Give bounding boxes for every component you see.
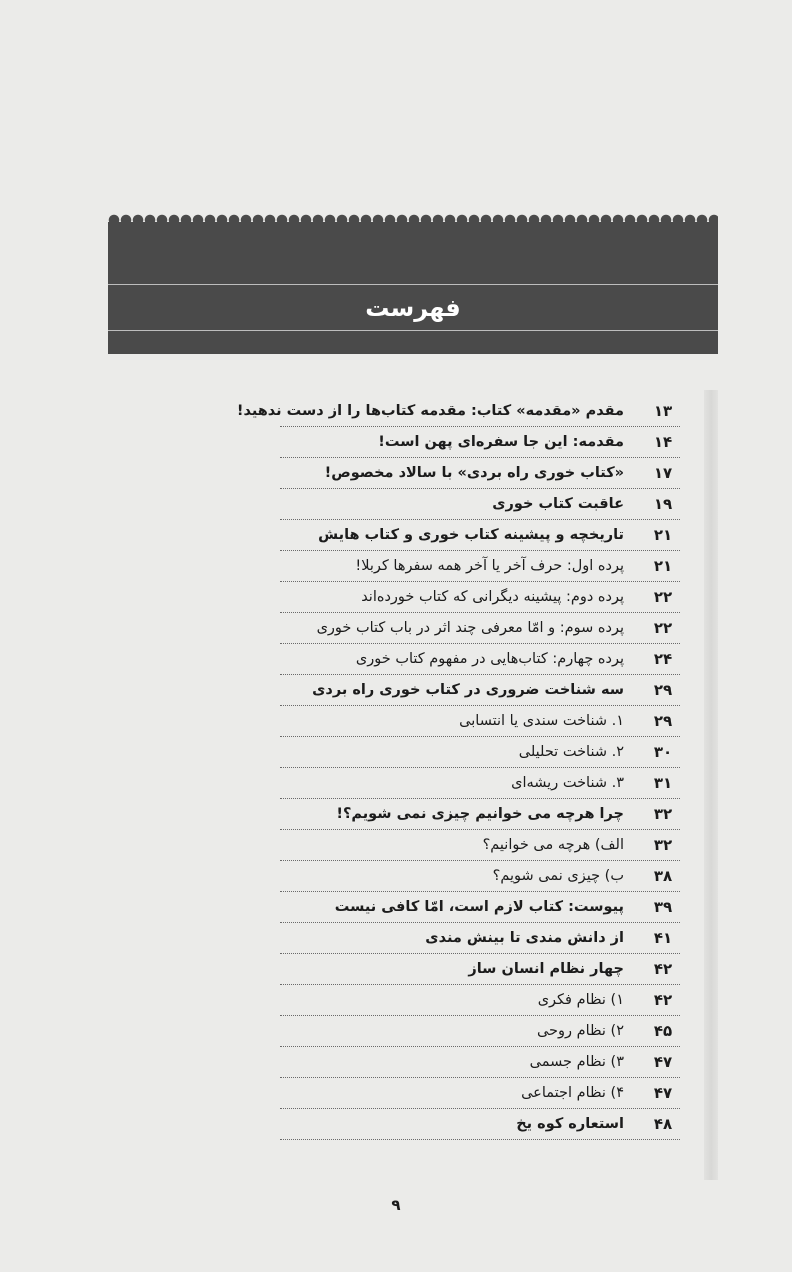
toc-entry[interactable] bbox=[280, 675, 680, 706]
toc-entry[interactable] bbox=[280, 1016, 680, 1047]
toc-entry-title: چرا هرچه می خوانیم چیزی نمی شویم؟! bbox=[336, 806, 624, 822]
toc-entry-title: ۳) نظام جسمی bbox=[529, 1054, 624, 1070]
toc-entry[interactable] bbox=[280, 768, 680, 799]
toc-entry[interactable] bbox=[236, 396, 680, 427]
toc-entry-page-number: ۱۴ bbox=[653, 433, 673, 451]
toc-entry-page-number: ۲۱ bbox=[653, 557, 673, 575]
toc-entry-page-number: ۳۹ bbox=[653, 898, 673, 916]
toc-entry-page-number: ۲۹ bbox=[653, 681, 673, 699]
toc-entry[interactable] bbox=[280, 551, 680, 582]
toc-entry-title: پرده چهارم: کتاب‌هایی در مفهوم کتاب خوری bbox=[355, 651, 624, 667]
toc-entry-title: «کتاب خوری راه بردی» با سالاد مخصوص! bbox=[324, 465, 624, 481]
toc-entry[interactable] bbox=[280, 706, 680, 737]
toc-entry-title: مقدم «مقدمه» کتاب: مقدمه کتاب‌ها را از دست ندهید! bbox=[236, 403, 624, 419]
toc-entry-title: الف) هرچه می خوانیم؟ bbox=[482, 837, 624, 853]
toc-entry[interactable] bbox=[280, 954, 680, 985]
page-title: فهرست bbox=[365, 294, 461, 322]
toc-entry-title: چهار نظام انسان ساز bbox=[468, 961, 624, 977]
toc-entry-page-number: ۴۷ bbox=[653, 1084, 673, 1102]
toc-entry[interactable] bbox=[280, 1078, 680, 1109]
toc-entry-page-number: ۲۲ bbox=[653, 619, 673, 637]
toc-entry-page-number: ۴۲ bbox=[653, 991, 673, 1009]
toc-entry-page-number: ۳۱ bbox=[653, 774, 673, 792]
toc-entry-title: استعاره کوه یخ bbox=[516, 1116, 624, 1132]
toc-entry-page-number: ۳۲ bbox=[653, 836, 673, 854]
toc-banner bbox=[108, 222, 718, 354]
toc-entry[interactable] bbox=[280, 985, 680, 1016]
toc-entry-page-number: ۲۱ bbox=[653, 526, 673, 544]
toc-entry-page-number: ۲۹ bbox=[653, 712, 673, 730]
toc-entry-page-number: ۳۲ bbox=[653, 805, 673, 823]
toc-entry-title: ۲) نظام روحی bbox=[536, 1023, 624, 1039]
toc-entry[interactable] bbox=[280, 1109, 680, 1140]
toc-entry-title: پرده اول: حرف آخر یا آخر همه سفرها کربلا! bbox=[355, 558, 624, 574]
toc-entry-page-number: ۴۱ bbox=[653, 929, 673, 947]
banner-rule-top bbox=[108, 284, 718, 285]
toc-entry-title: ب) چیزی نمی شویم؟ bbox=[492, 868, 624, 884]
toc-entry-page-number: ۲۲ bbox=[653, 588, 673, 606]
toc-entry-page-number: ۱۷ bbox=[653, 464, 673, 482]
toc-entry-title: پیوست: کتاب لازم است، امّا کافی نیست bbox=[334, 899, 624, 915]
toc-entry[interactable] bbox=[280, 644, 680, 675]
toc-entry-title: از دانش مندی تا بینش مندی bbox=[425, 930, 624, 946]
toc-entry-page-number: ۴۵ bbox=[653, 1022, 673, 1040]
toc-entry[interactable] bbox=[280, 923, 680, 954]
banner-perforation bbox=[108, 214, 718, 226]
toc-entry-title: ۲. شناخت تحلیلی bbox=[518, 744, 624, 760]
toc-entry-title: ۱. شناخت سندی یا انتسابی bbox=[459, 713, 624, 729]
toc-entry-page-number: ۱۳ bbox=[653, 402, 673, 420]
toc-entry-title: ۱) نظام فکری bbox=[537, 992, 624, 1008]
toc-entry-page-number: ۳۸ bbox=[653, 867, 673, 885]
toc-entry-page-number: ۱۹ bbox=[653, 495, 673, 513]
toc-entry[interactable] bbox=[280, 861, 680, 892]
table-of-contents bbox=[236, 396, 680, 1140]
toc-entry-page-number: ۴۸ bbox=[653, 1115, 673, 1133]
banner-rule-bottom bbox=[108, 330, 718, 331]
toc-entry-page-number: ۳۰ bbox=[653, 743, 673, 761]
toc-entry[interactable] bbox=[280, 427, 680, 458]
toc-entry[interactable] bbox=[280, 520, 680, 551]
toc-entry-title: ۴) نظام اجتماعی bbox=[521, 1085, 624, 1101]
toc-entry[interactable] bbox=[280, 737, 680, 768]
toc-entry[interactable] bbox=[280, 489, 680, 520]
toc-entry[interactable] bbox=[280, 613, 680, 644]
toc-entry-page-number: ۴۲ bbox=[653, 960, 673, 978]
toc-entry[interactable] bbox=[280, 892, 680, 923]
toc-entry[interactable] bbox=[280, 1047, 680, 1078]
toc-entry[interactable] bbox=[280, 799, 680, 830]
toc-entry-page-number: ۴۷ bbox=[653, 1053, 673, 1071]
toc-entry-title: مقدمه: این جا سفره‌ای پهن است! bbox=[378, 434, 624, 450]
toc-entry-title: تاریخچه و پیشینه کتاب خوری و کتاب هایش bbox=[318, 527, 624, 543]
toc-entry[interactable] bbox=[280, 582, 680, 613]
toc-entry[interactable] bbox=[280, 830, 680, 861]
toc-entry-title: پرده سوم: و امّا معرفی چند اثر در باب کتاب خوری bbox=[316, 620, 624, 636]
page-edge-strip bbox=[704, 390, 718, 1180]
toc-entry-title: سه شناخت ضروری در کتاب خوری راه بردی bbox=[312, 682, 624, 698]
toc-entry-title: عاقبت کتاب خوری bbox=[492, 496, 624, 512]
toc-entry-page-number: ۲۴ bbox=[653, 650, 673, 668]
toc-entry[interactable] bbox=[280, 458, 680, 489]
page-number: ۹ bbox=[391, 1196, 401, 1214]
toc-entry-title: پرده دوم: پیشینه دیگرانی که کتاب خورده‌اند bbox=[361, 589, 624, 605]
toc-entry-title: ۳. شناخت ریشه‌ای bbox=[511, 775, 624, 791]
